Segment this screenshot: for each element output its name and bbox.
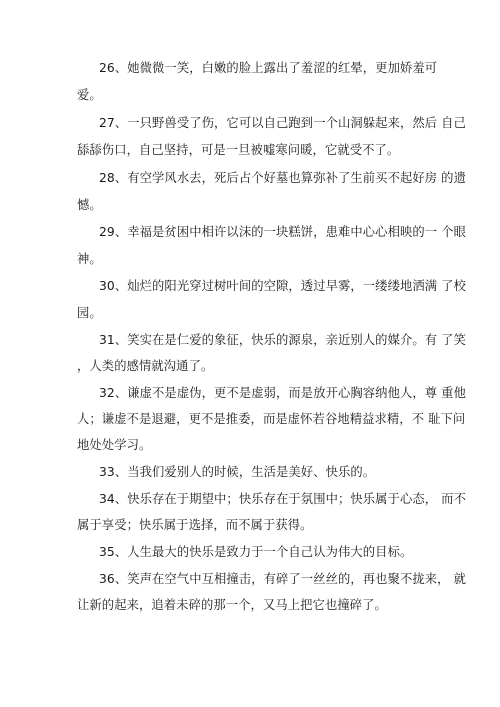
paragraph-33-line-1: 33、当我们爱别人的时候，生活是美好、快乐的。 [99,465,376,479]
paragraph-27-line-1: 27、一只野兽受了伤，它可以自己跑到一个山洞躲起来，然后 自己 [99,116,466,130]
paragraph-32-line-1: 32、谦虚不是虚伪，更不是虚弱，而是放开心胸容纳他人，尊 重他 [99,386,466,400]
paragraph-26-line-1: 26、她微微一笑，白嫩的脸上露出了羞涩的红晕，更加娇羞可 [99,61,438,75]
paragraph-36-line-1: 36、笑声在空气中互相撞击，有碎了一丝丝的，再也聚不拢来， 就 [99,572,466,586]
paragraph-31-line-1: 31、笑实在是仁爱的象征，快乐的源泉，亲近别人的媒介。有 了笑 [99,333,466,347]
paragraph-31-line-2: ，人类的感情就沟通了。 [77,359,214,373]
paragraph-28-line-2: 憾。 [77,198,102,212]
paragraph-34-line-1: 34、快乐存在于期望中；快乐存在于氛围中；快乐属于心态， 而不 [99,492,466,506]
paragraph-28-line-1: 28、有空学风水去，死后占个好墓也算弥补了生前买不起好房 的遗 [99,171,466,185]
paragraph-35-line-1: 35、人生最大的快乐是致力于一个自己认为伟大的目标。 [99,545,413,559]
paragraph-29-line-2: 神。 [77,252,102,266]
paragraph-32-line-3: 地处处学习。 [77,438,152,452]
paragraph-26-line-2: 爱。 [77,88,102,102]
paragraph-36-line-2: 让新的起来，追着未碎的那一个，又马上把它也撞碎了。 [77,598,387,612]
paragraph-34-line-2: 属于享受；快乐属于选择，而不属于获得。 [77,518,313,532]
paragraph-32-line-2: 人；谦虚不是退避，更不是推委，而是虚怀若谷地精益求精，不 耻下问 [77,412,466,426]
paragraph-30-line-2: 园。 [77,306,102,320]
paragraph-30-line-1: 30、灿烂的阳光穿过树叶间的空隙，透过早雾，一缕缕地洒满 了校 [99,279,466,293]
paragraph-29-line-1: 29、幸福是贫困中相许以沫的一块糕饼，患难中心心相映的一 个眼 [99,225,466,239]
paragraph-27-line-2: 舔舔伤口，自己坚持，可是一旦被嘘寒问暖，它就受不了。 [77,143,400,157]
